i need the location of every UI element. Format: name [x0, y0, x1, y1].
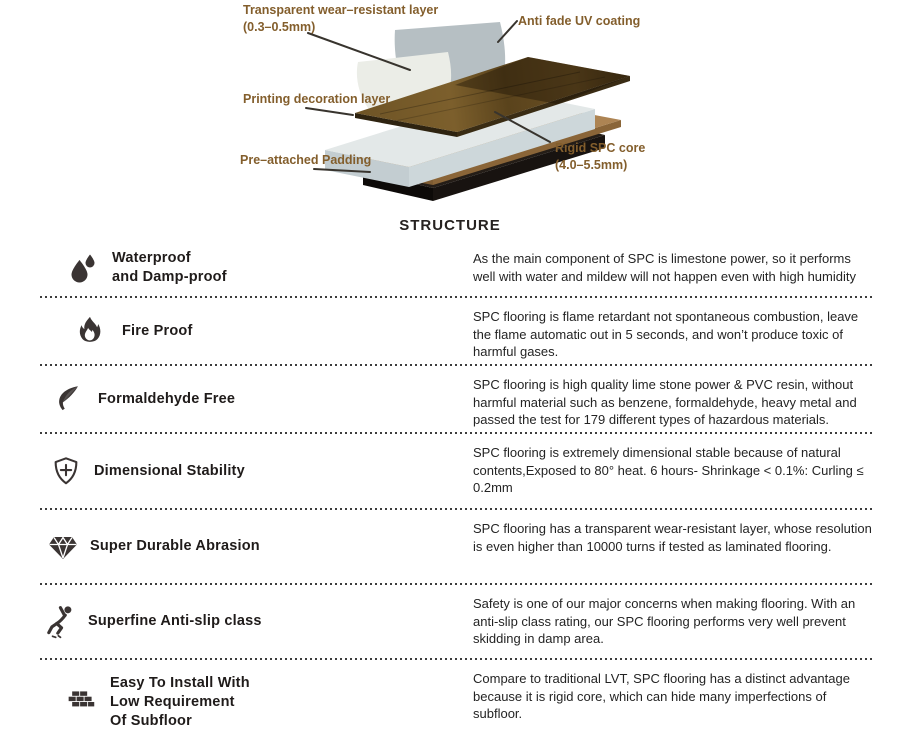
feature-description: Safety is one of our major concerns when making flooring. With an anti-slip class rating, our SPC flooring performs very well prevent skidding in damp area.	[473, 596, 856, 646]
diamond-icon	[46, 530, 80, 564]
structure-heading: STRUCTURE	[399, 217, 501, 234]
feature-table	[40, 240, 872, 744]
leaf-icon	[53, 383, 85, 415]
feature-title: Waterproof and Damp-proof	[112, 250, 227, 285]
feature-row-formaldehyde-free	[40, 366, 872, 432]
flame-icon	[74, 315, 106, 347]
label-padding: Pre–attached Padding	[240, 153, 372, 167]
label-printing-layer: Printing decoration layer	[243, 92, 391, 106]
feature-row-waterproof	[40, 240, 872, 296]
feature-title: Dimensional Stability	[94, 462, 245, 479]
feature-description: SPC flooring is high quality lime stone power & PVC resin, without harmful material such as benzene, formaldehyde, heavy metal and passed the test for 179 different types of hazardous materials.	[473, 377, 857, 427]
feature-row-dimensional-stability	[40, 434, 872, 508]
feature-title: Easy To Install With Low Requirement Of Subfloor	[110, 674, 250, 729]
feature-description: SPC flooring is extremely dimensional stable because of natural contents,Exposed to 80° heat. 6 hours- Shrinkage < 0.1%: Curling ≤ 0.2mm	[473, 445, 864, 495]
label-spc-core: Rigid SPC core (4.0–5.5mm)	[555, 141, 646, 172]
structure-diagram	[220, 0, 680, 240]
shield-plus-icon	[50, 455, 82, 487]
feature-title: Fire Proof	[122, 322, 193, 339]
feature-description: As the main component of SPC is limestone power, so it performs well with water and mildew will not happen even with high humidity	[473, 251, 856, 284]
label-wear-layer: Transparent wear–resistant layer (0.3–0.5mm)	[243, 3, 439, 34]
feature-description: SPC flooring has a transparent wear-resistant layer, whose resolution is even higher than 10000 turns if tested as laminated flooring.	[473, 521, 872, 554]
feature-description: SPC flooring is flame retardant not spontaneous combustion, leave the flame automatic out in 5 seconds, and won’t produce toxic of harmful gases.	[473, 309, 859, 359]
feature-description: Compare to traditional LVT, SPC flooring has a distinct advantage because it is rigid core, which can hide many imperfections of subfloor.	[473, 671, 850, 721]
feature-row-easy-install	[40, 660, 872, 744]
feature-row-anti-slip	[40, 585, 872, 658]
feature-title: Formaldehyde Free	[98, 390, 236, 407]
feature-title: Super Durable Abrasion	[90, 538, 260, 554]
label-uv-coating: Anti fade UV coating	[518, 14, 641, 28]
feature-row-durable-abrasion	[40, 510, 872, 583]
bricks-icon	[66, 687, 96, 717]
water-drops-icon	[66, 251, 100, 285]
slipping-person-icon	[43, 604, 79, 640]
feature-row-fireproof	[40, 298, 872, 364]
feature-title: Superfine Anti-slip class	[88, 613, 262, 629]
